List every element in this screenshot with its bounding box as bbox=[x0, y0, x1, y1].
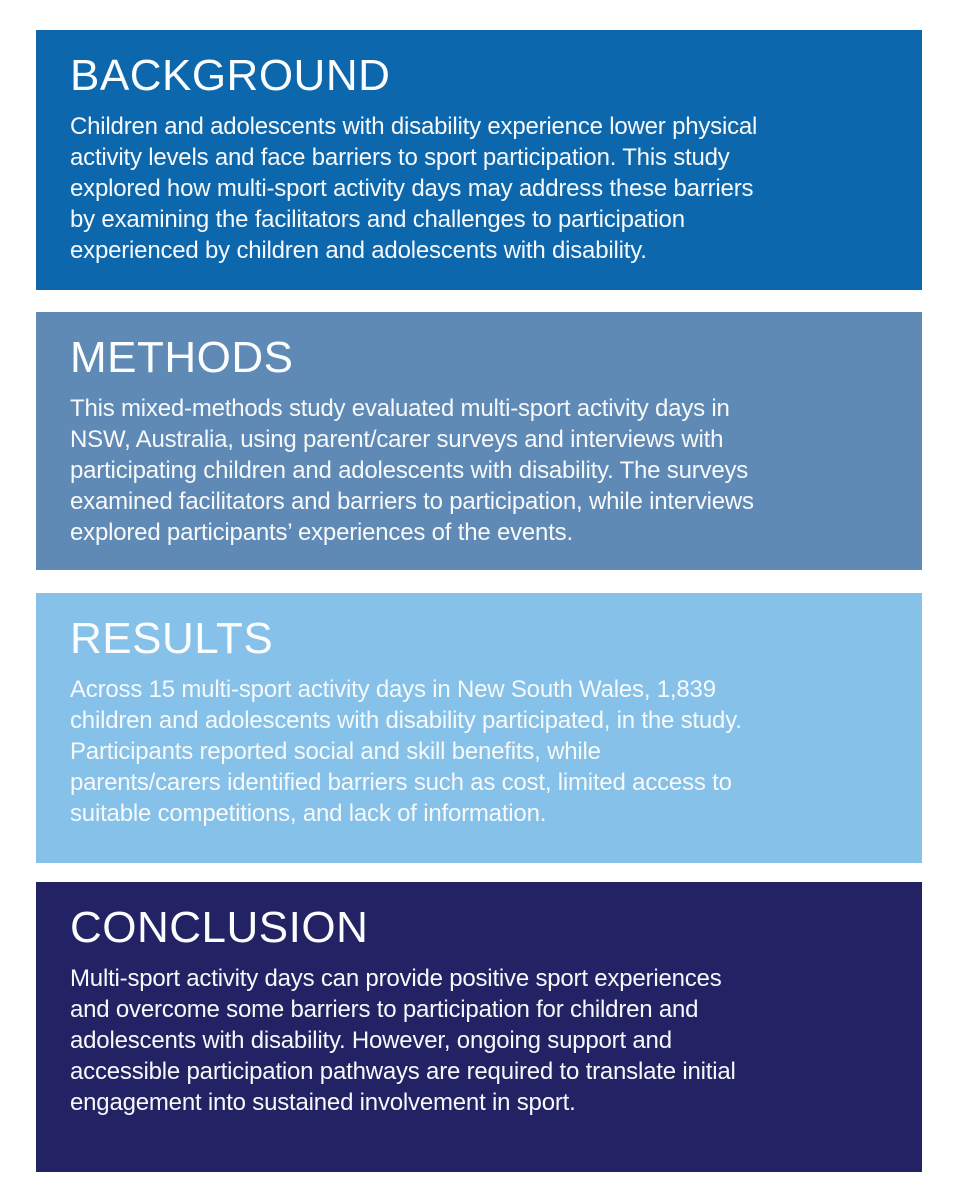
background-text bbox=[70, 111, 890, 266]
text-line: parents/carers identified barriers such as cost, limited access to bbox=[70, 769, 732, 796]
text-line: participating children and adolescents with disability. The surveys bbox=[70, 457, 749, 484]
text-line: Across 15 multi-sport activity days in New South Wales, 1,839 bbox=[70, 676, 716, 703]
background-panel bbox=[36, 30, 922, 290]
methods-panel bbox=[36, 312, 922, 570]
results-panel bbox=[36, 593, 922, 863]
text-line: activity levels and face barriers to sport participation. This study bbox=[70, 144, 730, 171]
text-line: accessible participation pathways are required to translate initial bbox=[70, 1058, 736, 1085]
methods-title: METHODS bbox=[70, 333, 294, 382]
methods-text bbox=[70, 393, 890, 548]
text-line: explored how multi-sport activity days may address these barriers bbox=[70, 175, 754, 202]
text-line: examined facilitators and barriers to participation, while interviews bbox=[70, 488, 754, 515]
text-line: NSW, Australia, using parent/carer surveys and interviews with bbox=[70, 426, 724, 453]
results-text bbox=[70, 674, 890, 829]
conclusion-text bbox=[70, 963, 890, 1118]
text-line: This mixed-methods study evaluated multi-sport activity days in bbox=[70, 395, 730, 422]
text-line: explored participants’ experiences of the events. bbox=[70, 519, 573, 546]
results-title: RESULTS bbox=[70, 614, 274, 663]
text-line: Participants reported social and skill benefits, while bbox=[70, 738, 601, 765]
conclusion-panel bbox=[36, 882, 922, 1172]
text-line: children and adolescents with disability participated, in the study. bbox=[70, 707, 742, 734]
text-line: engagement into sustained involvement in sport. bbox=[70, 1089, 576, 1116]
text-line: and overcome some barriers to participation for children and bbox=[70, 996, 699, 1023]
text-line: Children and adolescents with disability experience lower physical bbox=[70, 113, 758, 140]
text-line: Multi-sport activity days can provide positive sport experiences bbox=[70, 965, 722, 992]
text-line: experienced by children and adolescents with disability. bbox=[70, 237, 647, 264]
background-title: BACKGROUND bbox=[70, 51, 391, 100]
text-line: adolescents with disability. However, ongoing support and bbox=[70, 1027, 672, 1054]
conclusion-title: CONCLUSION bbox=[70, 903, 369, 952]
text-line: suitable competitions, and lack of information. bbox=[70, 800, 547, 827]
text-line: by examining the facilitators and challenges to participation bbox=[70, 206, 685, 233]
